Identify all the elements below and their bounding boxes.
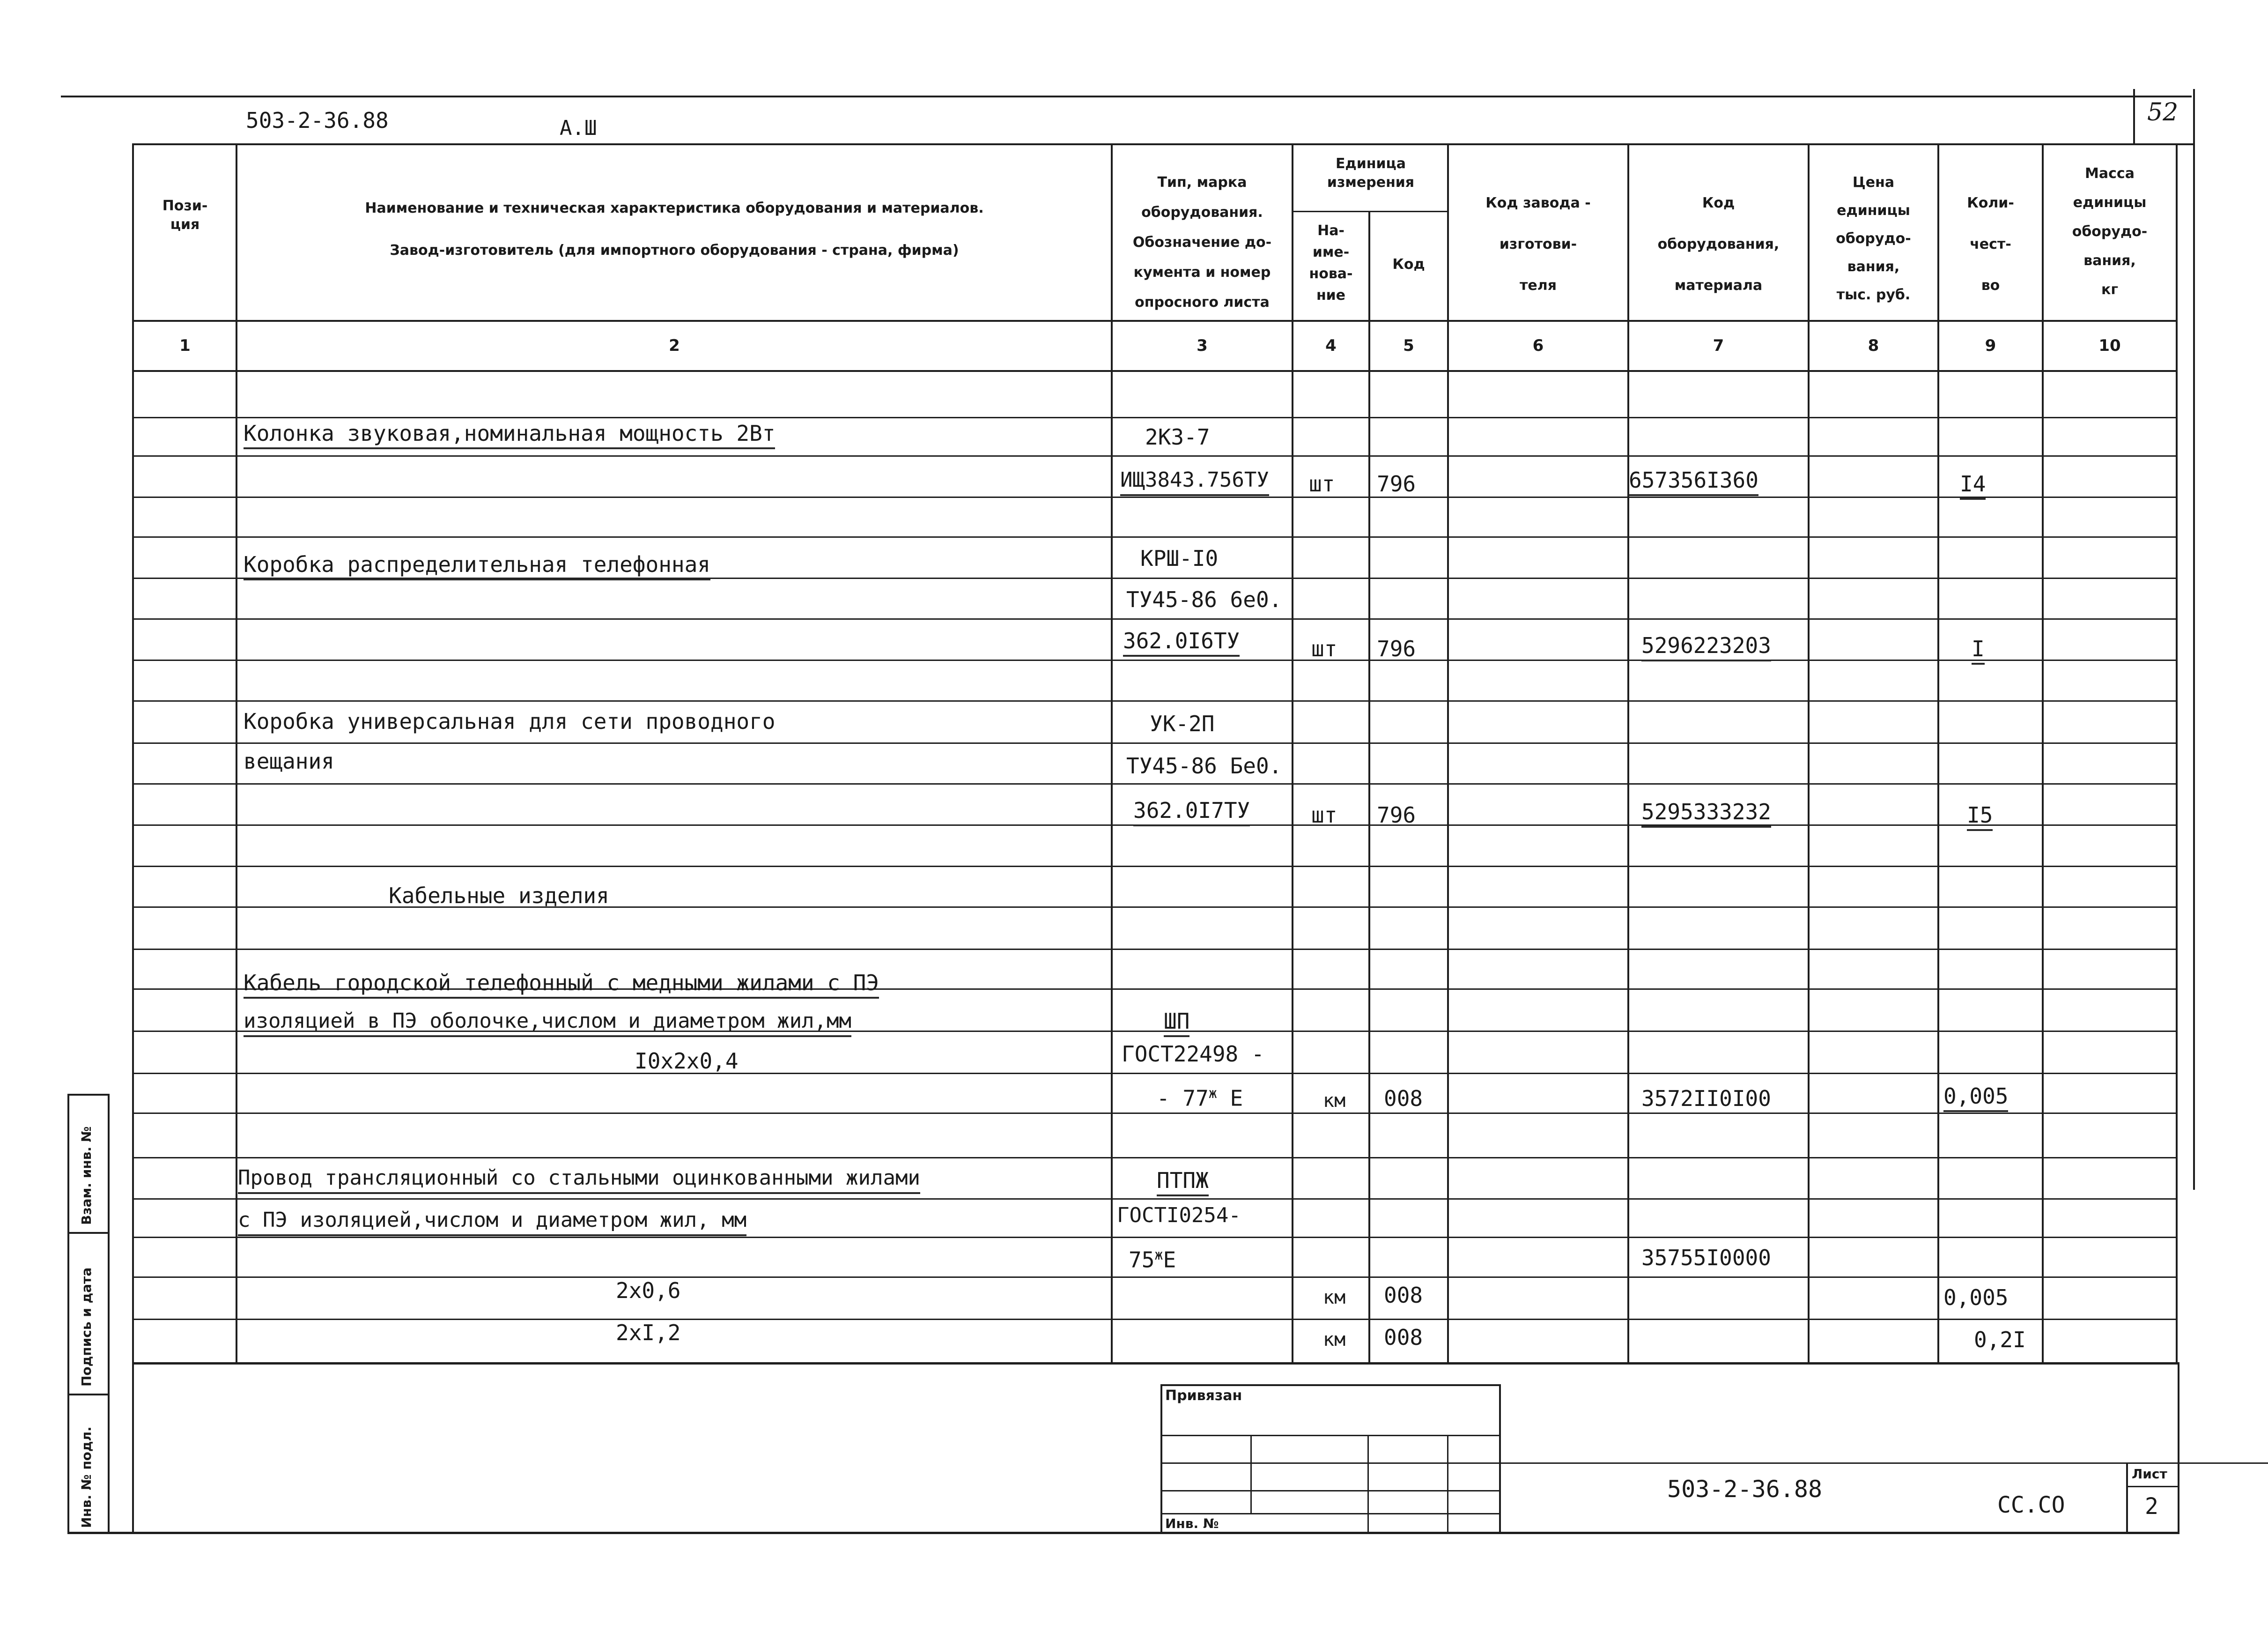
header-mass-l3: оборудо- bbox=[2072, 223, 2148, 240]
side-label-sign: Подпись и дата bbox=[79, 1267, 94, 1387]
row-name: Коробка универсальная для сети проводного bbox=[244, 709, 776, 734]
header-price-l3: оборудо- bbox=[1836, 230, 1911, 247]
header-position bbox=[134, 197, 236, 234]
header-unit-name-l4: ние bbox=[1316, 287, 1346, 304]
row-name: Провод трансляционный со стальными оцинкованными жилами bbox=[238, 1164, 920, 1194]
row-unit-code: 008 bbox=[1384, 1086, 1423, 1111]
bound-box-top bbox=[1160, 1384, 1501, 1386]
row-line bbox=[132, 1276, 2178, 1278]
side-strip-top bbox=[67, 1094, 110, 1096]
inner-left-border bbox=[132, 1094, 134, 1534]
row-unit: км bbox=[1323, 1287, 1346, 1308]
row-type: ГОСТ22498 - bbox=[1122, 1041, 1264, 1067]
row-unit-code: 796 bbox=[1377, 636, 1416, 661]
header-mass-l5: кг bbox=[2101, 282, 2119, 298]
col-line-9 bbox=[2042, 143, 2044, 1364]
bound-row4 bbox=[1160, 1513, 1501, 1514]
header-type-l3: Обозначение до- bbox=[1132, 234, 1272, 251]
col-number-6: 6 bbox=[1532, 336, 1544, 355]
row-line bbox=[132, 1073, 2178, 1074]
header-price-l4: вания, bbox=[1847, 259, 1900, 275]
row-name: 2х0,6 bbox=[616, 1278, 681, 1303]
row-equip-code: 657356I360 bbox=[1629, 466, 1758, 496]
col-number-7: 7 bbox=[1713, 336, 1724, 355]
row-type-sup: ж bbox=[1154, 1247, 1163, 1263]
row-name: Коробка распределительная телефонная bbox=[244, 550, 710, 580]
sheet-label: Лист bbox=[2132, 1466, 2167, 1482]
col-number-5: 5 bbox=[1403, 336, 1414, 355]
row-name: 2хI,2 bbox=[616, 1320, 681, 1345]
stamp-doc-code: 503-2-36.88 bbox=[1667, 1476, 1823, 1503]
col-number-3: 3 bbox=[1197, 336, 1208, 355]
header-bottom-line bbox=[132, 320, 2178, 322]
bound-col2 bbox=[1367, 1435, 1369, 1534]
row-line bbox=[132, 497, 2178, 498]
colnum-bottom-line bbox=[132, 370, 2178, 372]
row-name: с ПЭ изоляцией,числом и диаметром жил, мм bbox=[238, 1206, 746, 1236]
row-type-suffix: Е bbox=[1163, 1247, 1176, 1273]
header-unit-name-l3: нова- bbox=[1309, 266, 1353, 282]
bound-box-right bbox=[1499, 1384, 1501, 1534]
row-type: 362.0I6ТУ bbox=[1123, 627, 1240, 657]
row-line bbox=[132, 1198, 2178, 1200]
side-strip-divider bbox=[108, 1094, 110, 1534]
row-type-main: - 77 bbox=[1157, 1085, 1209, 1111]
row-name: I0х2х0,4 bbox=[635, 1048, 739, 1074]
col-line-6 bbox=[1627, 143, 1629, 1364]
table-right-border bbox=[2176, 143, 2178, 1364]
unit-group-divider bbox=[1292, 211, 1449, 212]
row-line bbox=[132, 417, 2178, 418]
header-name-l1: Наименование и техническая характеристика оборудования и материалов. bbox=[365, 200, 984, 216]
header-quantity-l2: чест- bbox=[1970, 236, 2011, 252]
row-unit: шт bbox=[1311, 636, 1337, 661]
row-type: ГОСТI0254- bbox=[1117, 1203, 1241, 1227]
album-label: А.Ш bbox=[560, 116, 597, 140]
stamp-right-border bbox=[2178, 1362, 2179, 1534]
row-type: 362.0I7ТУ bbox=[1133, 796, 1250, 826]
row-type bbox=[1157, 1080, 1243, 1112]
row-line bbox=[132, 660, 2178, 661]
header-factory-code bbox=[1449, 183, 1627, 306]
row-name: Кабель городской телефонный с медными жилами с ПЭ bbox=[244, 969, 879, 999]
side-strip-sep1 bbox=[67, 1232, 110, 1234]
header-unit-l2: измерения bbox=[1327, 174, 1415, 191]
side-label-inv: Инв. № подл. bbox=[79, 1426, 94, 1528]
row-quantity: 0,005 bbox=[1943, 1285, 2009, 1310]
side-strip-sep2 bbox=[67, 1394, 110, 1395]
inv-label: Инв. № bbox=[1165, 1516, 1219, 1531]
header-type-l1: Тип, марка bbox=[1157, 174, 1247, 191]
col-number-1: 1 bbox=[179, 336, 191, 355]
row-unit: км bbox=[1323, 1090, 1346, 1112]
row-name: Колонка звуковая,номинальная мощность 2Вт bbox=[244, 419, 775, 449]
col-line-4 bbox=[1368, 211, 1370, 1364]
row-line bbox=[132, 700, 2178, 702]
header-equip-code-l1: Код bbox=[1702, 195, 1735, 211]
header-equip-code-l2: оборудования, bbox=[1657, 236, 1780, 252]
bound-row1 bbox=[1160, 1435, 1501, 1436]
bound-row2 bbox=[1160, 1462, 2268, 1464]
header-price-l5: тыс. руб. bbox=[1836, 287, 1911, 303]
row-type-main: 75 bbox=[1129, 1247, 1155, 1273]
row-unit-code: 796 bbox=[1377, 802, 1416, 828]
bound-label: Привязан bbox=[1165, 1387, 1242, 1404]
row-line bbox=[132, 618, 2178, 620]
doc-code-top: 503-2-36.88 bbox=[246, 108, 389, 133]
row-line bbox=[132, 783, 2178, 785]
row-type-sup: ж bbox=[1208, 1085, 1217, 1102]
header-type bbox=[1113, 168, 1292, 318]
row-type: ПТПЖ bbox=[1157, 1166, 1209, 1196]
row-line bbox=[132, 1157, 2178, 1158]
row-quantity: I4 bbox=[1960, 470, 1986, 500]
header-factory-code-l1: Код завода - bbox=[1485, 195, 1591, 211]
row-line bbox=[132, 742, 2178, 744]
header-unit bbox=[1293, 155, 1448, 192]
row-name: вещания bbox=[244, 749, 334, 774]
header-price-l2: единицы bbox=[1837, 202, 1910, 219]
stamp-top-line bbox=[132, 1362, 2178, 1364]
row-line bbox=[132, 1237, 2178, 1238]
header-mass-l1: Масса bbox=[2085, 165, 2135, 182]
header-unit-name-l2: име- bbox=[1312, 244, 1350, 260]
sheet-number: 2 bbox=[2145, 1493, 2158, 1520]
header-name-l2: Завод-изготовитель (для импортного оборудования - страна, фирма) bbox=[390, 242, 959, 259]
col-line-7 bbox=[1808, 143, 1810, 1364]
col-number-9: 9 bbox=[1985, 336, 1996, 355]
row-line bbox=[132, 1113, 2178, 1114]
row-line bbox=[132, 866, 2178, 867]
header-name bbox=[238, 187, 1111, 272]
row-type bbox=[1129, 1241, 1176, 1274]
row-type: КРШ-I0 bbox=[1140, 546, 1219, 571]
col-line-8 bbox=[1937, 143, 1939, 1364]
header-price-l1: Цена bbox=[1852, 174, 1895, 191]
header-unit-name-l1: На- bbox=[1317, 223, 1345, 239]
col-number-4: 4 bbox=[1325, 336, 1337, 355]
header-quantity-l3: во bbox=[1981, 277, 2000, 294]
row-type: ИЩ3843.756ТУ bbox=[1120, 466, 1269, 496]
col-number-10: 10 bbox=[2098, 336, 2121, 355]
row-line bbox=[132, 1319, 2178, 1320]
col-line-3 bbox=[1292, 143, 1293, 1364]
row-name: изоляцией в ПЭ оболочке,числом и диаметром жил,мм bbox=[244, 1007, 851, 1037]
row-unit: шт bbox=[1309, 471, 1335, 497]
sheet-no-box-sep bbox=[2126, 1486, 2178, 1487]
header-unit-code: Код bbox=[1392, 256, 1425, 273]
row-quantity: I bbox=[1972, 635, 1985, 665]
col-line-2 bbox=[1111, 143, 1113, 1364]
header-quantity-l1: Коли- bbox=[1967, 195, 2014, 211]
bound-col3 bbox=[1447, 1435, 1448, 1534]
row-quantity: I5 bbox=[1967, 801, 1993, 831]
row-type: ТУ45-86 6е0. bbox=[1126, 587, 1282, 612]
section-heading: Кабельные изделия bbox=[389, 883, 609, 908]
bound-box-left bbox=[1160, 1384, 1162, 1534]
row-type: ШП bbox=[1164, 1007, 1189, 1037]
sheet-mark-box-left bbox=[2133, 89, 2135, 145]
row-line bbox=[132, 455, 2178, 457]
side-strip-left bbox=[67, 1094, 69, 1534]
col-number-2: 2 bbox=[669, 336, 680, 355]
row-equip-code: 5295333232 bbox=[1641, 798, 1771, 828]
outer-right-edge bbox=[2193, 89, 2195, 1190]
sheet-mark: 52 bbox=[2147, 98, 2179, 126]
header-position-l2: ция bbox=[170, 216, 200, 233]
header-type-l4: кумента и номер bbox=[1133, 264, 1271, 281]
header-unit-l1: Единица bbox=[1336, 156, 1406, 172]
header-quantity bbox=[1939, 183, 2042, 306]
bound-row3 bbox=[1160, 1490, 1501, 1491]
row-unit: шт bbox=[1311, 802, 1337, 828]
row-type-suffix: Е bbox=[1217, 1085, 1243, 1111]
header-factory-code-l2: изготови- bbox=[1499, 236, 1577, 252]
header-factory-code-l3: теля bbox=[1520, 277, 1557, 294]
col-line-5 bbox=[1447, 143, 1449, 1364]
header-type-l5: опросного листа bbox=[1135, 294, 1270, 311]
row-equip-code: 5296223203 bbox=[1641, 631, 1771, 661]
table-top-border bbox=[132, 143, 2178, 145]
row-unit: км bbox=[1323, 1329, 1346, 1350]
row-unit-code: 796 bbox=[1377, 471, 1416, 497]
row-equip-code: 3572II0I00 bbox=[1641, 1086, 1771, 1111]
sheet-bottom-line bbox=[67, 1532, 2179, 1534]
header-mass bbox=[2044, 159, 2176, 304]
header-type-l2: оборудования. bbox=[1141, 204, 1263, 221]
side-label-vzam: Взам. инв. № bbox=[79, 1126, 94, 1225]
row-type: ТУ45-86 Бе0. bbox=[1126, 753, 1282, 779]
header-mass-l4: вания, bbox=[2083, 252, 2136, 269]
header-equip-code bbox=[1629, 183, 1808, 306]
col-number-8: 8 bbox=[1868, 336, 1879, 355]
top-rule bbox=[61, 96, 2192, 97]
sheet-no-box-left bbox=[2126, 1462, 2128, 1534]
stamp-mark: СС.СО bbox=[1997, 1492, 2065, 1518]
header-unit-name bbox=[1293, 220, 1368, 306]
row-equip-code: 35755I0000 bbox=[1641, 1245, 1771, 1270]
row-line bbox=[132, 536, 2178, 538]
bound-col1 bbox=[1250, 1435, 1252, 1514]
row-quantity: 0,2I bbox=[1974, 1327, 2026, 1352]
col-line-1 bbox=[236, 143, 237, 1364]
row-type: 2КЗ-7 bbox=[1145, 424, 1210, 450]
row-unit-code: 008 bbox=[1384, 1325, 1423, 1350]
header-position-l1: Пози- bbox=[162, 198, 208, 214]
header-mass-l2: единицы bbox=[2073, 194, 2147, 211]
row-unit-code: 008 bbox=[1384, 1283, 1423, 1308]
header-price bbox=[1810, 169, 1937, 309]
row-type: УК-2П bbox=[1150, 711, 1215, 736]
row-quantity: 0,005 bbox=[1943, 1082, 2008, 1112]
row-line bbox=[132, 949, 2178, 950]
header-equip-code-l3: материала bbox=[1674, 277, 1763, 294]
